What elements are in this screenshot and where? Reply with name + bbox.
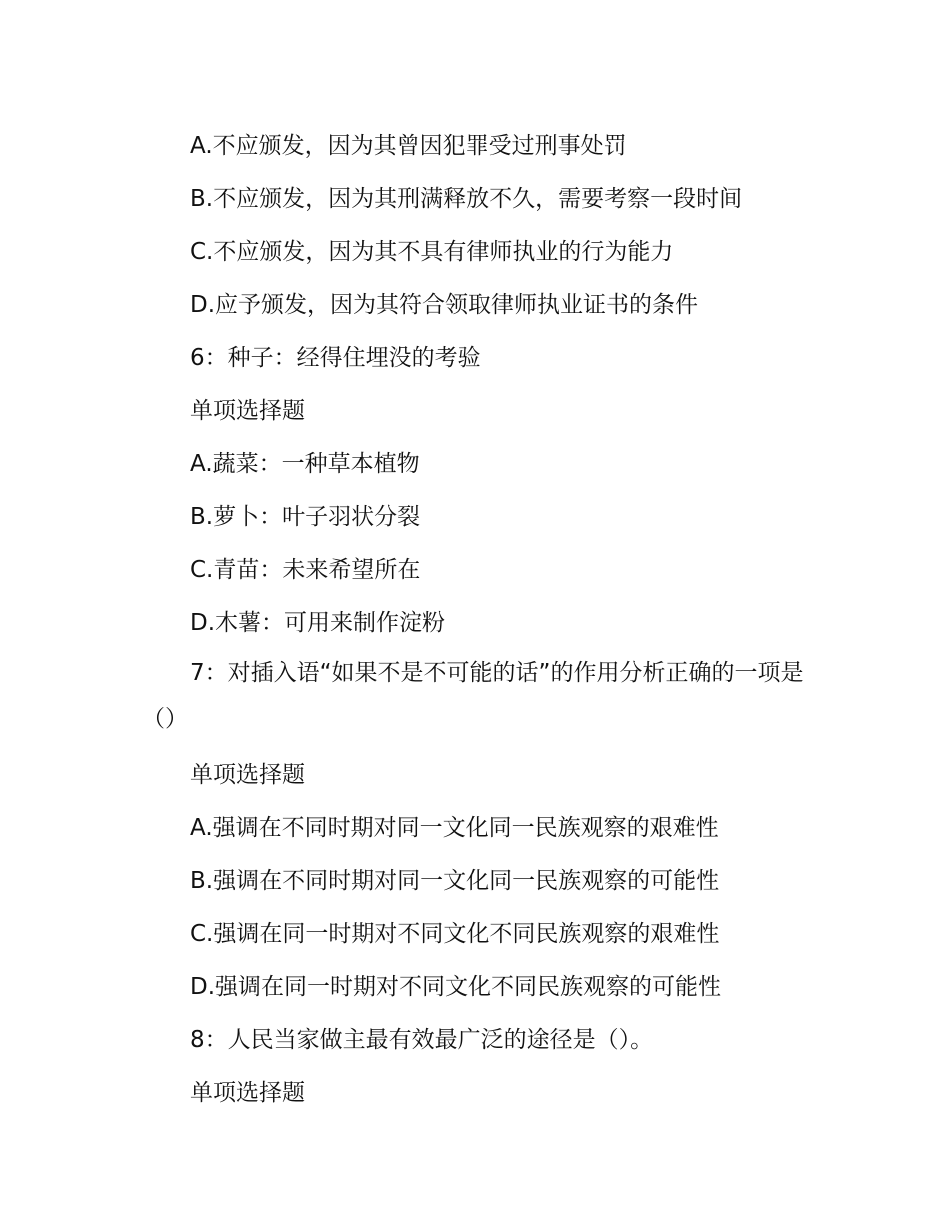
q7-question: 7：对插入语“如果不是不可能的话”的作用分析正确的一项是（）: [142, 660, 804, 732]
q7-option-b: B.强调在不同时期对同一文化同一民族观察的可能性: [190, 868, 720, 894]
q5-option-b: B.不应颁发，因为其刑满释放不久，需要考察一段时间: [190, 186, 743, 212]
q6-option-d: D.木薯：可用来制作淀粉: [190, 610, 446, 636]
q5-option-a: A.不应颁发，因为其曾因犯罪受过刑事处罚: [190, 133, 627, 159]
q7-option-c: C.强调在同一时期对不同文化不同民族观察的艰难性: [190, 921, 720, 947]
q8-type: 单项选择题: [190, 1080, 305, 1106]
q7-type: 单项选择题: [190, 762, 305, 788]
q6-type: 单项选择题: [190, 398, 305, 424]
q8-question: 8：人民当家做主最有效最广泛的途径是（）。: [190, 1027, 654, 1053]
q6-option-c: C.青苗：未来希望所在: [190, 557, 421, 583]
q6-option-b: B.萝卜：叶子羽状分裂: [190, 504, 421, 530]
q7-option-d: D.强调在同一时期对不同文化不同民族观察的可能性: [190, 974, 722, 1000]
q5-option-d: D.应予颁发，因为其符合领取律师执业证书的条件: [190, 292, 699, 318]
q6-question: 6：种子：经得住埋没的考验: [190, 345, 481, 371]
q5-option-c: C.不应颁发，因为其不具有律师执业的行为能力: [190, 239, 674, 265]
q6-option-a: A.蔬菜：一种草本植物: [190, 451, 420, 477]
q7-option-a: A.强调在不同时期对同一文化同一民族观察的艰难性: [190, 815, 719, 841]
document-content: [142, 120, 822, 1120]
